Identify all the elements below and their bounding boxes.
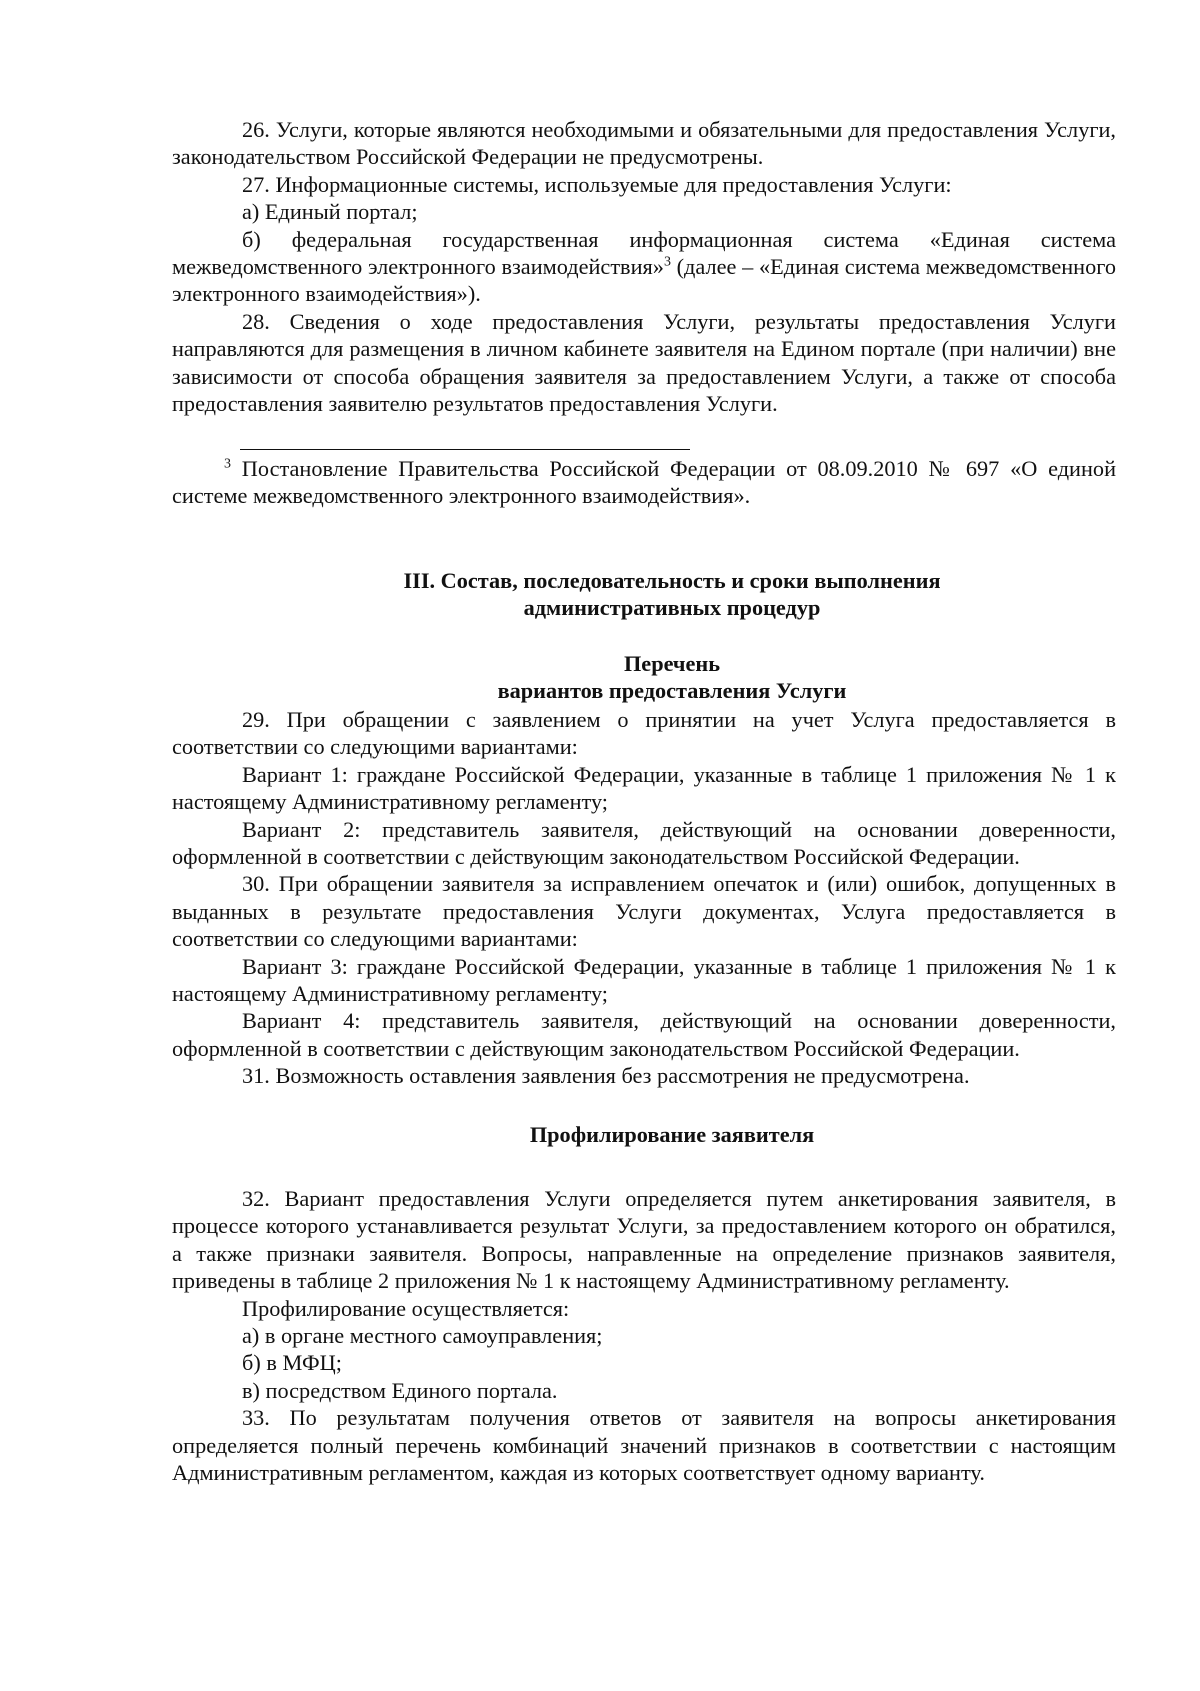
paragraph-31: 31. Возможность оставления заявления без рассмотрения не предусмотрена. bbox=[242, 1063, 970, 1089]
paragraph-32b: б) в МФЦ; bbox=[242, 1350, 342, 1376]
paragraph-29: 29. При обращении с заявлением о принятии на учет Услуга предоставляется в соответствии со следующими вариантами: bbox=[172, 707, 1116, 760]
paragraph-32: 32. Вариант предоставления Услуги определяется путем анкетирования заявителя, в процессе которого устанавливается результат Услуги, за предоставлением которого он обратился, а также признаки заявителя. Вопросы, направленные на определение признаков заявителя, приведены в таблице 2 приложения № 1 к настоящему Административному регламенту. bbox=[172, 1186, 1116, 1294]
paragraph-26: 26. Услуги, которые являются необходимыми и обязательными для предоставления Услуги, законодательством Российской Федерации не предусмотрены. bbox=[172, 117, 1116, 170]
paragraph-28: 28. Сведения о ходе предоставления Услуги, результаты предоставления Услуги направляются для размещения в личном кабинете заявителя на Едином портале (при наличии) вне зависимости от способа обращения заявителя за предоставлением Услуги, а также от способа предоставления заявителю результатов предоставления Услуги. bbox=[172, 308, 1116, 417]
paragraph-32-intro: Профилирование осуществляется: bbox=[242, 1295, 570, 1321]
section-3-heading-line-2: административных процедур bbox=[523, 595, 821, 621]
paragraph-27b-end: (далее – «Единая система межведомственного электронного взаимодействия»). bbox=[172, 254, 1116, 307]
variants-heading-line-2: вариантов предоставления Услуги bbox=[497, 678, 847, 704]
paragraph-27: 27. Информационные системы, используемые для предоставления Услуги: bbox=[242, 171, 952, 197]
footnote-divider bbox=[240, 449, 690, 450]
variants-heading bbox=[200, 650, 1144, 705]
footnote-marker: 3 bbox=[224, 456, 231, 472]
paragraph-27b-start: б) федеральная государственная информационная система «Единая система межведомственного электронного взаимодействия» bbox=[172, 226, 1116, 280]
profiling-section bbox=[172, 1185, 1116, 1486]
section-3-heading-line-1: III. Состав, последовательность и сроки выполнения bbox=[403, 568, 941, 593]
paragraph-33: 33. По результатам получения ответов от заявителя на вопросы анкетирования определяется полный перечень комбинаций значений признаков в соответствии с настоящим Административным регламентом, каждая из которых соответствует одному варианту. bbox=[172, 1405, 1116, 1486]
variant-4: Вариант 4: представитель заявителя, действующий на основании доверенности, оформленной в соответствии с действующим законодательством Российской Федерации. bbox=[172, 1008, 1116, 1061]
section-3-heading bbox=[200, 567, 1144, 622]
paragraphs-top bbox=[172, 116, 1116, 417]
profiling-heading: Профилирование заявителя bbox=[529, 1122, 815, 1147]
paragraph-30: 30. При обращении заявителя за исправлением опечаток и (или) ошибок, допущенных в выданных в результате предоставления Услуги документах, Услуга предоставляется в соответствии со следующими вариантами: bbox=[172, 871, 1116, 952]
variant-3: Вариант 3: граждане Российской Федерации, указанные в таблице 1 приложения № 1 к настоящему Административному регламенту; bbox=[172, 953, 1116, 1007]
footnote-ref-3: 3 bbox=[663, 254, 671, 270]
variants-section bbox=[172, 706, 1116, 1090]
footnote bbox=[172, 455, 1116, 510]
paragraph-32a: а) в органе местного самоуправления; bbox=[242, 1323, 603, 1349]
paragraph-27a: а) Единый портал; bbox=[242, 199, 418, 225]
variant-2: Вариант 2: представитель заявителя, действующий на основании доверенности, оформленной в соответствии с действующим законодательством Российской Федерации. bbox=[172, 816, 1116, 870]
paragraph-32c: в) посредством Единого портала. bbox=[242, 1377, 558, 1403]
paragraph-27b bbox=[172, 226, 1116, 308]
variant-1: Вариант 1: граждане Российской Федерации, указанные в таблице 1 приложения № 1 к настоящему Административному регламенту; bbox=[172, 761, 1116, 815]
footnote-text: Постановление Правительства Российской Федерации от 08.09.2010 № 697 «О единой системе межведомственного электронного взаимодействия». bbox=[172, 456, 1116, 509]
variants-heading-line-1: Перечень bbox=[623, 651, 721, 676]
